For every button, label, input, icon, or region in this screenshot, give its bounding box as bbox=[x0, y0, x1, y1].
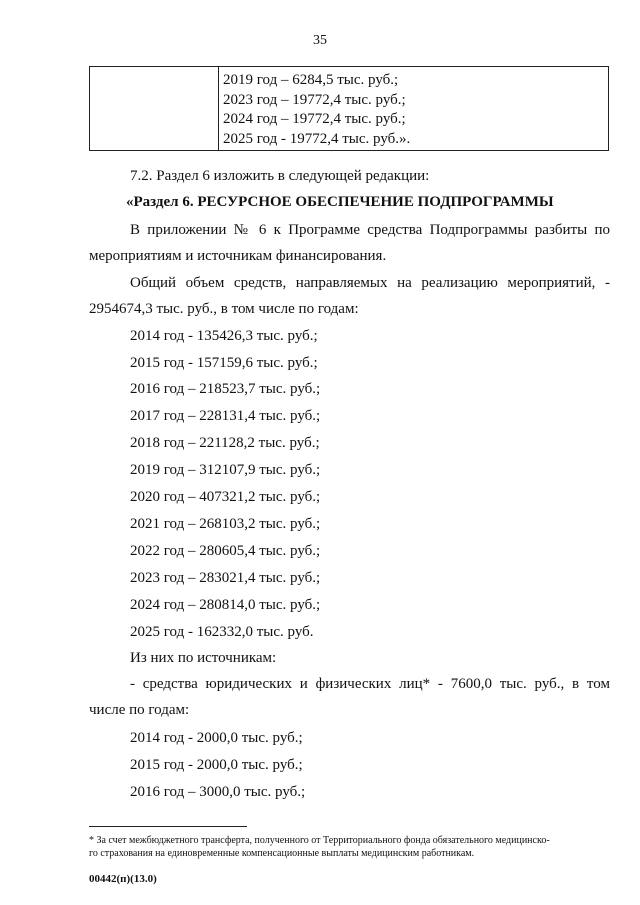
table-line: 2023 год – 19772,4 тыс. руб.; bbox=[223, 91, 406, 108]
legal-year-line: 2014 год - 2000,0 тыс. руб.; bbox=[130, 730, 303, 746]
legal-line1: - средства юридических и физических лиц* - 7600,0 тыс. руб., в том bbox=[130, 676, 610, 692]
year-line: 2018 год – 221128,2 тыс. руб.; bbox=[130, 435, 320, 451]
year-line: 2016 год – 218523,7 тыс. руб.; bbox=[130, 381, 321, 397]
year-line: 2015 год - 157159,6 тыс. руб.; bbox=[130, 355, 318, 371]
section-heading: «Раздел 6. РЕСУРСНОЕ ОБЕСПЕЧЕНИЕ ПОДПРОГРАММЫ bbox=[126, 194, 554, 210]
table-cell-funding bbox=[223, 71, 410, 149]
funding-table bbox=[89, 66, 609, 151]
legal-year-line: 2016 год – 3000,0 тыс. руб.; bbox=[130, 784, 306, 800]
year-line: 2022 год – 280605,4 тыс. руб.; bbox=[130, 543, 321, 559]
year-line: 2025 год - 162332,0 тыс. руб. bbox=[130, 624, 314, 640]
year-line: 2021 год – 268103,2 тыс. руб.; bbox=[130, 516, 321, 532]
footnote-rule bbox=[89, 826, 247, 827]
table-line: 2024 год – 19772,4 тыс. руб.; bbox=[223, 111, 406, 127]
year-line: 2017 год – 228131,4 тыс. руб.; bbox=[130, 408, 321, 424]
year-line: 2020 год – 407321,2 тыс. руб.; bbox=[130, 489, 321, 505]
year-line: 2024 год – 280814,0 тыс. руб.; bbox=[130, 597, 321, 613]
legal-line2: числе по годам: bbox=[89, 702, 190, 718]
table-line: 2025 год - 19772,4 тыс. руб.». bbox=[223, 130, 411, 147]
para2-line2: 2954674,3 тыс. руб., в том числе по годам: bbox=[89, 301, 359, 317]
year-line: 2023 год – 283021,4 тыс. руб.; bbox=[130, 570, 321, 586]
year-line: 2014 год - 135426,3 тыс. руб.; bbox=[130, 328, 318, 344]
para1-line1: В приложении № 6 к Программе средства Подпрограммы разбиты по bbox=[130, 222, 610, 238]
sources-intro: Из них по источникам: bbox=[130, 650, 277, 666]
footnote-line2: го страхования на единовременные компенсационные выплаты медицинским работникам. bbox=[89, 848, 475, 859]
table-line: 2019 год – 6284,5 тыс. руб.; bbox=[223, 72, 399, 88]
document-code: 00442(п)(13.0) bbox=[89, 873, 157, 885]
para2-line1: Общий объем средств, направляемых на реализацию мероприятий, - bbox=[130, 275, 610, 291]
para1-line2: мероприятиям и источникам финансирования. bbox=[89, 248, 387, 264]
item-7-2: 7.2. Раздел 6 изложить в следующей редакции: bbox=[130, 168, 430, 184]
footnote-line1: * За счет межбюджетного трансферта, полученного от Территориального фонда обязательного медицинско- bbox=[89, 835, 550, 846]
page-number: 35 bbox=[313, 33, 327, 48]
table-column-divider bbox=[218, 67, 219, 150]
legal-year-line: 2015 год - 2000,0 тыс. руб.; bbox=[130, 757, 303, 773]
year-line: 2019 год – 312107,9 тыс. руб.; bbox=[130, 462, 321, 478]
